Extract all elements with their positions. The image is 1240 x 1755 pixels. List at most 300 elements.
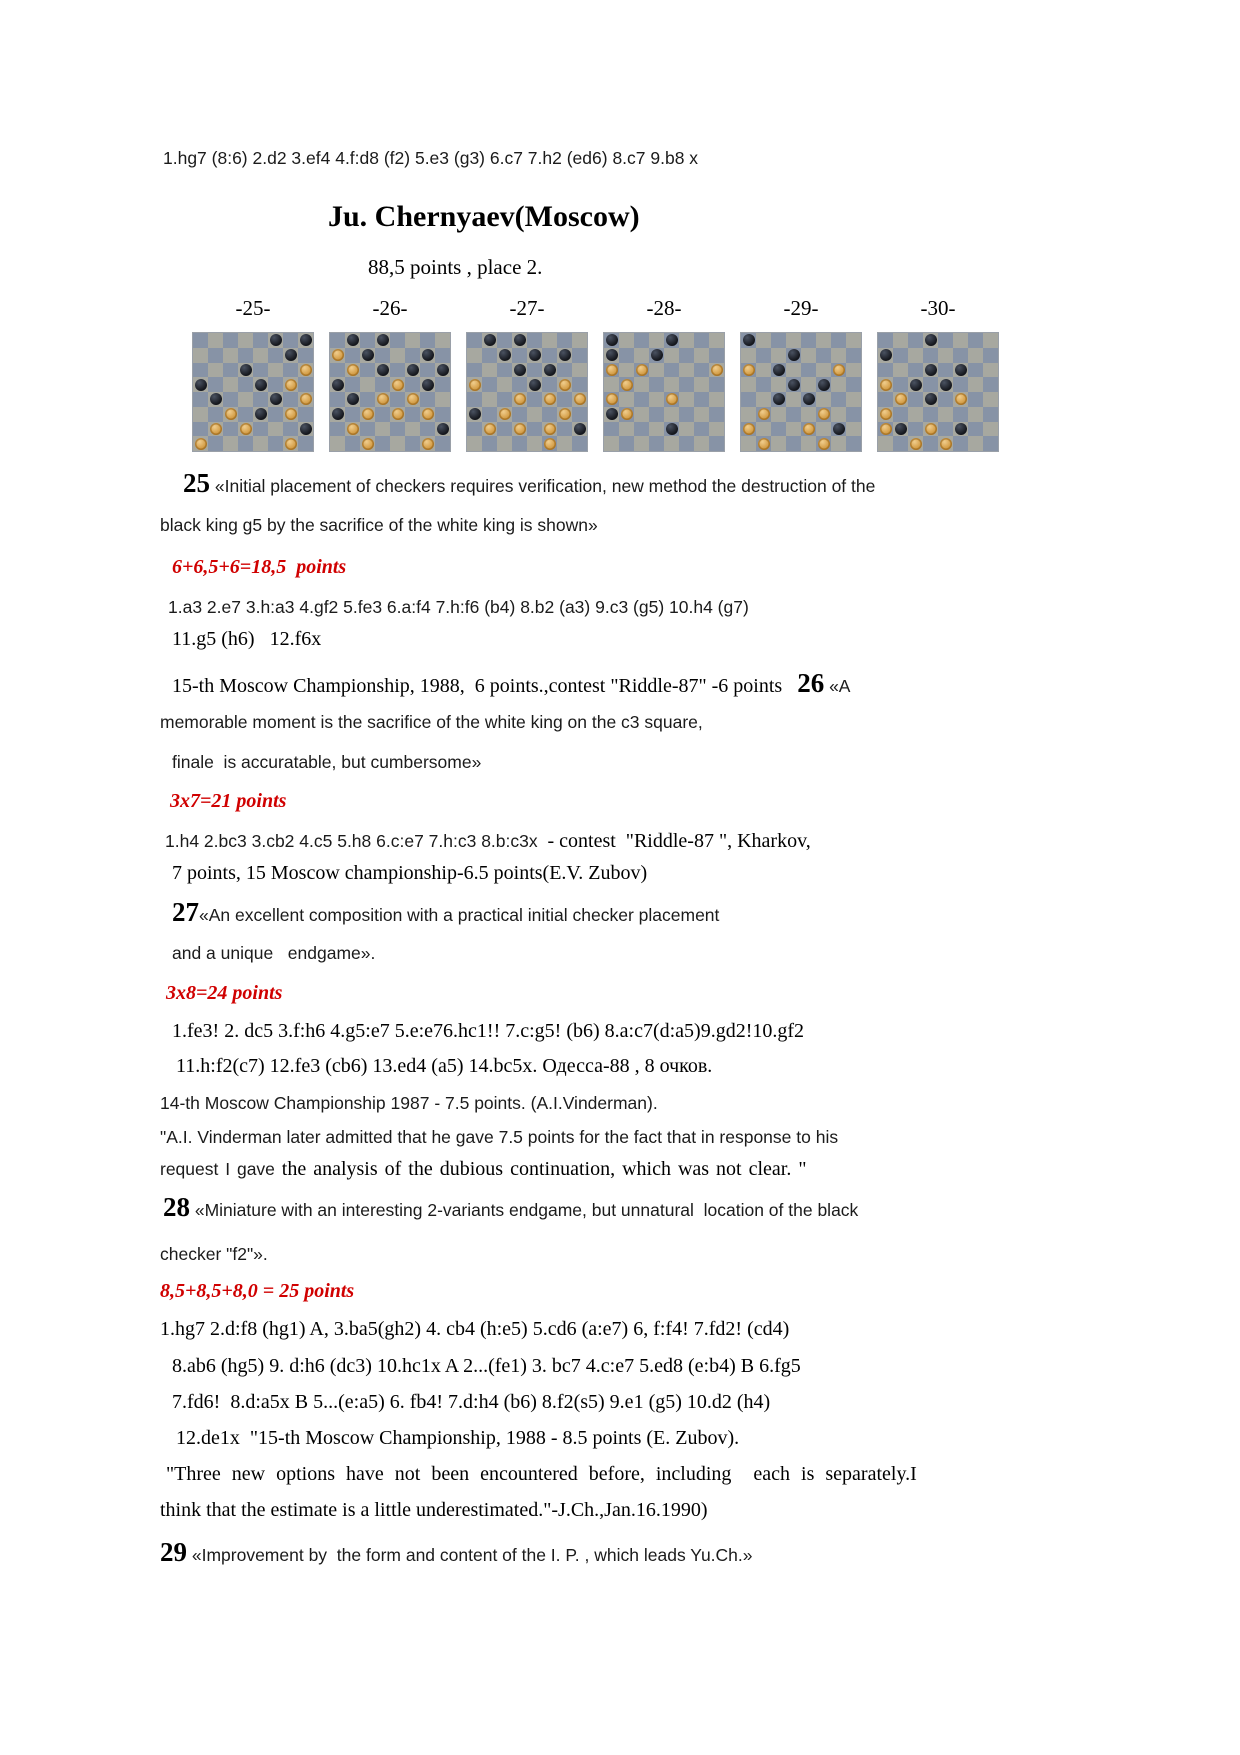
- board-square: [345, 377, 360, 392]
- black-checker: [362, 349, 374, 361]
- board-square: [968, 333, 983, 348]
- board-square: [619, 348, 634, 363]
- section-29-number: 29: [160, 1537, 187, 1567]
- board-square: [223, 377, 238, 392]
- black-checker: [514, 364, 526, 376]
- white-checker: [544, 438, 556, 450]
- board-square: [375, 422, 390, 437]
- board-square: [482, 348, 497, 363]
- board-square: [801, 436, 816, 451]
- board-square: [420, 392, 435, 407]
- board-square: [938, 363, 953, 378]
- board-square: [679, 377, 694, 392]
- board-square: [679, 348, 694, 363]
- board-square: [268, 348, 283, 363]
- board-square: [223, 422, 238, 437]
- board-square: [938, 392, 953, 407]
- board-square: [816, 392, 831, 407]
- board-square: [238, 333, 253, 348]
- section-26-desc-c: finale is accuratable, but cumbersome»: [172, 752, 482, 772]
- black-checker: [606, 349, 618, 361]
- white-checker: [743, 364, 755, 376]
- board-square: [360, 377, 375, 392]
- board-square: [923, 348, 938, 363]
- white-checker: [758, 438, 770, 450]
- board-square: [238, 348, 253, 363]
- black-checker: [300, 423, 312, 435]
- board-square: [664, 377, 679, 392]
- section-27-quote-b2: the analysis of the dubious continuation, which was not clear. ": [281, 1158, 807, 1180]
- board-square: [709, 436, 724, 451]
- board-square: [741, 436, 756, 451]
- page-title: Ju. Chernyaev(Moscow): [328, 200, 640, 233]
- board-square: [467, 363, 482, 378]
- board-square: [679, 363, 694, 378]
- board-square: [801, 377, 816, 392]
- board-square: [253, 422, 268, 437]
- board-square: [756, 377, 771, 392]
- board-label: -28-: [646, 296, 682, 320]
- section-27-desc-b: and a unique endgame».: [172, 943, 376, 963]
- board-square: [330, 363, 345, 378]
- board-square: [572, 436, 587, 451]
- board-square: [938, 407, 953, 422]
- black-checker: [818, 379, 830, 391]
- board-square: [482, 363, 497, 378]
- board-square: [786, 422, 801, 437]
- board-square: [786, 363, 801, 378]
- board-square: [405, 436, 420, 451]
- board-square: [283, 422, 298, 437]
- board-square: [223, 363, 238, 378]
- board-square: [619, 392, 634, 407]
- black-checker: [529, 379, 541, 391]
- board-square: [664, 348, 679, 363]
- board-square: [938, 348, 953, 363]
- checkers-board: [741, 333, 861, 451]
- section-26-number: 26: [797, 668, 825, 698]
- board-square: [557, 422, 572, 437]
- section-25-points: 6+6,5+6=18,5 points: [172, 556, 347, 578]
- section-27-number: 27: [172, 897, 199, 927]
- board-square: [330, 422, 345, 437]
- board-square: [193, 407, 208, 422]
- board-square: [694, 422, 709, 437]
- section-26-credit-a: - contest "Riddle-87 ", Kharkov,: [542, 830, 811, 852]
- section-26-moves: [165, 830, 811, 853]
- white-checker: [621, 408, 633, 420]
- section-26-heading: [172, 668, 850, 699]
- white-checker: [469, 379, 481, 391]
- board-square: [253, 348, 268, 363]
- black-checker: [895, 423, 907, 435]
- white-checker: [514, 423, 526, 435]
- board-square: [330, 436, 345, 451]
- board-square: [649, 363, 664, 378]
- white-checker: [392, 408, 404, 420]
- board-square: [298, 377, 313, 392]
- board-square: [694, 407, 709, 422]
- white-checker: [499, 408, 511, 420]
- board-square: [771, 407, 786, 422]
- black-checker: [833, 423, 845, 435]
- section-26-points: 3x7=21 points: [170, 790, 287, 812]
- board-square: [390, 348, 405, 363]
- board-square: [223, 348, 238, 363]
- board-square: [557, 333, 572, 348]
- board-square: [405, 348, 420, 363]
- white-checker: [300, 364, 312, 376]
- black-checker: [803, 393, 815, 405]
- board-square: [557, 436, 572, 451]
- board-square: [330, 333, 345, 348]
- board-square: [223, 436, 238, 451]
- board-square: [542, 407, 557, 422]
- board-square: [619, 333, 634, 348]
- board-square: [420, 333, 435, 348]
- board-square: [771, 436, 786, 451]
- white-checker: [559, 408, 571, 420]
- board-square: [298, 348, 313, 363]
- board-square: [953, 407, 968, 422]
- board-square: [664, 363, 679, 378]
- section-28-heading: [163, 1192, 858, 1223]
- board-square: [604, 422, 619, 437]
- board-square: [193, 422, 208, 437]
- board-block-26: [330, 296, 450, 451]
- board-square: [801, 363, 816, 378]
- white-checker: [636, 364, 648, 376]
- black-checker: [210, 393, 222, 405]
- board-square: [360, 392, 375, 407]
- board-square: [694, 363, 709, 378]
- board-square: [238, 436, 253, 451]
- board-square: [846, 392, 861, 407]
- board-square: [953, 436, 968, 451]
- white-checker: [225, 408, 237, 420]
- board-square: [831, 333, 846, 348]
- white-checker: [880, 408, 892, 420]
- section-28-moves-d: 12.de1x "15-th Moscow Championship, 1988 - 8.5 points (E. Zubov).: [176, 1427, 740, 1449]
- board-square: [193, 348, 208, 363]
- white-checker: [559, 379, 571, 391]
- board-square: [497, 436, 512, 451]
- white-checker: [910, 438, 922, 450]
- section-27-moves-b: 11.h:f2(c7) 12.fe3 (cb6) 13.ed4 (a5) 14.bc5x. Одесса-88 , 8 очков.: [176, 1055, 713, 1077]
- board-square: [435, 407, 450, 422]
- board-square: [741, 348, 756, 363]
- board-square: [878, 436, 893, 451]
- board-square: [360, 422, 375, 437]
- board-square: [771, 422, 786, 437]
- board-square: [375, 407, 390, 422]
- board-square: [968, 348, 983, 363]
- white-checker: [422, 408, 434, 420]
- board-square: [634, 377, 649, 392]
- board-square: [283, 392, 298, 407]
- board-square: [619, 422, 634, 437]
- board-square: [467, 348, 482, 363]
- white-checker: [210, 423, 222, 435]
- board-square: [572, 363, 587, 378]
- board-square: [193, 363, 208, 378]
- board-square: [512, 407, 527, 422]
- black-checker: [544, 364, 556, 376]
- board-square: [435, 377, 450, 392]
- board-square: [634, 392, 649, 407]
- black-checker: [910, 379, 922, 391]
- board-square: [405, 377, 420, 392]
- board-square: [953, 333, 968, 348]
- board-square: [208, 407, 223, 422]
- black-checker: [606, 334, 618, 346]
- board-square: [878, 392, 893, 407]
- black-checker: [651, 349, 663, 361]
- black-checker: [773, 393, 785, 405]
- board-square: [679, 392, 694, 407]
- board-square: [801, 407, 816, 422]
- board-square: [390, 392, 405, 407]
- board-square: [983, 348, 998, 363]
- white-checker: [514, 393, 526, 405]
- board-square: [572, 377, 587, 392]
- black-checker: [332, 379, 344, 391]
- board-square: [694, 436, 709, 451]
- board-square: [253, 436, 268, 451]
- section-28-points: 8,5+8,5+8,0 = 25 points: [160, 1280, 355, 1302]
- white-checker: [621, 379, 633, 391]
- board-block-27: [467, 296, 587, 451]
- board-square: [756, 333, 771, 348]
- board-square: [512, 348, 527, 363]
- section-26-credit-b: 7 points, 15 Moscow championship-6.5 points(E.V. Zubov): [172, 862, 648, 884]
- white-checker: [300, 393, 312, 405]
- board-square: [405, 422, 420, 437]
- board-square: [953, 348, 968, 363]
- white-checker: [711, 364, 723, 376]
- board-square: [405, 407, 420, 422]
- board-square: [345, 348, 360, 363]
- board-square: [497, 392, 512, 407]
- board-square: [968, 377, 983, 392]
- board-square: [298, 407, 313, 422]
- board-square: [649, 392, 664, 407]
- white-checker: [925, 423, 937, 435]
- black-checker: [377, 334, 389, 346]
- board-square: [983, 422, 998, 437]
- black-checker: [788, 349, 800, 361]
- black-checker: [666, 334, 678, 346]
- board-square: [983, 407, 998, 422]
- board-square: [542, 377, 557, 392]
- board-square: [709, 392, 724, 407]
- white-checker: [606, 364, 618, 376]
- board-square: [968, 422, 983, 437]
- checkers-board: [193, 333, 313, 451]
- board-square: [771, 348, 786, 363]
- white-checker: [407, 393, 419, 405]
- section-25-moves-b: 11.g5 (h6) 12.f6x: [172, 628, 322, 650]
- board-square: [923, 436, 938, 451]
- black-checker: [574, 423, 586, 435]
- board-square: [679, 422, 694, 437]
- board-square: [846, 333, 861, 348]
- board-square: [831, 348, 846, 363]
- board-square: [482, 407, 497, 422]
- white-checker: [818, 438, 830, 450]
- black-checker: [195, 379, 207, 391]
- board-label: -27-: [509, 296, 545, 320]
- board-square: [330, 392, 345, 407]
- board-square: [497, 422, 512, 437]
- board-square: [467, 392, 482, 407]
- black-checker: [773, 364, 785, 376]
- board-square: [938, 333, 953, 348]
- black-checker: [880, 349, 892, 361]
- board-square: [968, 436, 983, 451]
- black-checker: [955, 364, 967, 376]
- board-label: -29-: [783, 296, 819, 320]
- section-25-credit: 15-th Moscow Championship, 1988, 6 points.,contest "Riddle-87" -6 points: [172, 675, 798, 697]
- board-square: [878, 333, 893, 348]
- board-square: [801, 348, 816, 363]
- white-checker: [955, 393, 967, 405]
- white-checker: [940, 438, 952, 450]
- board-square: [390, 436, 405, 451]
- white-checker: [880, 379, 892, 391]
- board-square: [908, 392, 923, 407]
- board-square: [893, 363, 908, 378]
- board-label: -25-: [235, 296, 271, 320]
- white-checker: [240, 423, 252, 435]
- board-square: [238, 377, 253, 392]
- black-checker: [484, 334, 496, 346]
- white-checker: [195, 438, 207, 450]
- section-25-heading: [183, 468, 875, 499]
- black-checker: [255, 379, 267, 391]
- section-27-quote-b1: request I gave: [160, 1159, 282, 1179]
- board-square: [709, 422, 724, 437]
- black-checker: [925, 393, 937, 405]
- board-square: [893, 377, 908, 392]
- black-checker: [529, 349, 541, 361]
- board-square: [253, 363, 268, 378]
- white-checker: [544, 423, 556, 435]
- board-square: [846, 363, 861, 378]
- board-square: [816, 348, 831, 363]
- board-square: [816, 333, 831, 348]
- black-checker: [788, 379, 800, 391]
- board-square: [527, 392, 542, 407]
- board-square: [557, 363, 572, 378]
- board-square: [709, 333, 724, 348]
- board-square: [983, 392, 998, 407]
- board-square: [527, 333, 542, 348]
- board-square: [878, 363, 893, 378]
- board-square: [634, 348, 649, 363]
- board-square: [846, 348, 861, 363]
- board-square: [268, 377, 283, 392]
- board-label: -26-: [372, 296, 408, 320]
- board-square: [208, 436, 223, 451]
- black-checker: [955, 423, 967, 435]
- board-square: [283, 333, 298, 348]
- black-checker: [925, 334, 937, 346]
- board-square: [619, 436, 634, 451]
- section-28-moves-c: 7.fd6! 8.d:a5x B 5...(e:a5) 6. fb4! 7.d:h4 (b6) 8.f2(s5) 9.e1 (g5) 10.d2 (h4): [172, 1391, 771, 1413]
- board-square: [572, 348, 587, 363]
- section-27-moves-a: 1.fe3! 2. dc5 3.f:h6 4.g5:e7 5.e:e76.hc1!! 7.c:g5! (b6) 8.a:c7(d:a5)9.gd2!10.gf2: [172, 1020, 805, 1042]
- board-square: [375, 348, 390, 363]
- section-28-number: 28: [163, 1192, 190, 1222]
- board-square: [497, 377, 512, 392]
- board-block-29: [741, 296, 861, 451]
- board-square: [831, 392, 846, 407]
- section-27-quote-a: "A.I. Vinderman later admitted that he gave 7.5 points for the fact that in response to his: [160, 1127, 839, 1147]
- board-square: [238, 392, 253, 407]
- white-checker: [332, 349, 344, 361]
- board-square: [435, 392, 450, 407]
- board-square: [953, 377, 968, 392]
- board-square: [527, 363, 542, 378]
- board-square: [542, 348, 557, 363]
- board-square: [664, 407, 679, 422]
- board-square: [527, 422, 542, 437]
- board-square: [893, 348, 908, 363]
- board-square: [649, 436, 664, 451]
- black-checker: [255, 408, 267, 420]
- white-checker: [484, 423, 496, 435]
- board-square: [968, 407, 983, 422]
- board-square: [741, 392, 756, 407]
- board-square: [908, 407, 923, 422]
- board-square: [435, 333, 450, 348]
- black-checker: [270, 334, 282, 346]
- board-square: [756, 348, 771, 363]
- board-square: [756, 363, 771, 378]
- white-checker: [743, 423, 755, 435]
- board-square: [298, 436, 313, 451]
- white-checker: [362, 438, 374, 450]
- board-square: [741, 407, 756, 422]
- checkers-board: [878, 333, 998, 451]
- white-checker: [362, 408, 374, 420]
- board-square: [482, 392, 497, 407]
- board-square: [846, 422, 861, 437]
- board-square: [831, 407, 846, 422]
- board-square: [983, 436, 998, 451]
- section-27-credit: 14-th Moscow Championship 1987 - 7.5 points. (A.I.Vinderman).: [160, 1093, 658, 1113]
- black-checker: [606, 408, 618, 420]
- black-checker: [347, 334, 359, 346]
- board-square: [786, 407, 801, 422]
- board-square: [268, 407, 283, 422]
- board-square: [268, 436, 283, 451]
- board-square: [908, 363, 923, 378]
- white-checker: [666, 393, 678, 405]
- board-square: [649, 422, 664, 437]
- black-checker: [285, 349, 297, 361]
- board-square: [908, 422, 923, 437]
- board-square: [572, 333, 587, 348]
- board-square: [816, 363, 831, 378]
- board-square: [831, 377, 846, 392]
- board-block-30: [878, 296, 998, 451]
- board-square: [420, 422, 435, 437]
- board-square: [649, 333, 664, 348]
- board-square: [208, 348, 223, 363]
- board-square: [572, 407, 587, 422]
